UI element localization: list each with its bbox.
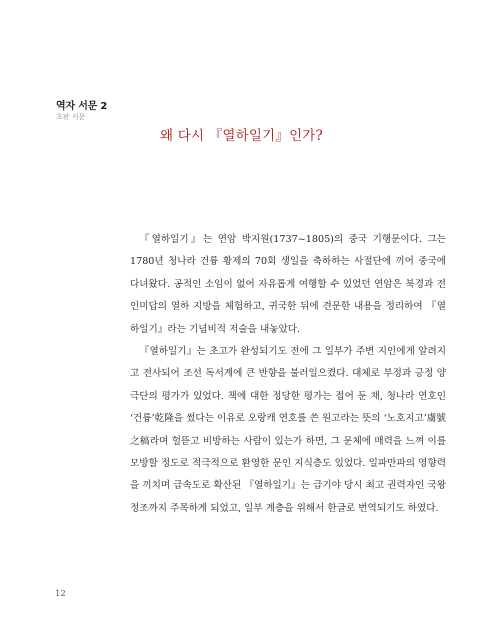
paragraph: 『열하일기』는 초고가 완성되기도 전에 그 일부가 주변 지인에게 알려지고 전사되어 조선 독서계에 큰 반향을 불러일으켰다. 대체로 부정과 긍정 양극단의 평가가 있었다. 책에 대한 정당한 평가는 접어 둔 채, 청나라 연호인 ‘건륭’乾隆을 썼다는 이유로 오랑캐 연호를 쓴 원고라는 뜻의 ‘노호지고’虜號之稿라며 헐뜯고 비방하는 사람이 있는가 하면, 그 문체에 매력을 느껴 이를 모방할 정도로 적극적으로 환영한 문인 지식층도 있었다. 일파만파의 영향력을 끼치며 급속도로 확산된 『열하일기』는 급기야 당시 최고 권력자인 국왕 정조까지 주목하게 되었고, 일부 계층을 위해서 한글로 번역되기도 하였다. <box>130 346 446 514</box>
body-text <box>130 229 446 520</box>
section-label: 역자 서문 2 <box>56 101 108 112</box>
section-sublabel: 초판 서문 <box>56 113 86 121</box>
paragraph: 『열하일기』는 연암 박지원(1737~1805)의 중국 기행문이다. 그는 1780년 청나라 건륭 황제의 70회 생일을 축하하는 사절단에 끼어 중국에 다녀왔다. 공적인 소임이 없어 자유롭게 여행할 수 있었던 연암은 북경과 전인미답의 열하 지방을 체험하고, 귀국한 뒤에 견문한 내용을 정리하여 『열하일기』라는 기념비적 저술을 내놓았다. <box>130 234 446 335</box>
page-number: 12 <box>55 589 66 599</box>
chapter-title: 왜 다시 『열하일기』인가? <box>160 128 323 144</box>
